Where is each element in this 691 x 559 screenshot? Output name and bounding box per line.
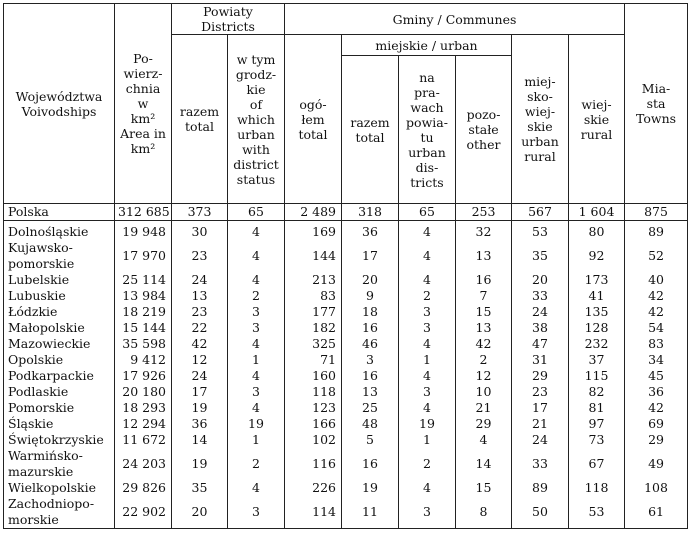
cell-towns: 89 (625, 224, 688, 240)
cell-urban-city: 4 (399, 240, 456, 272)
cell-urban-rural: 24 (512, 304, 569, 320)
cell-rural: 92 (569, 240, 625, 272)
cell-rural: 232 (569, 336, 625, 352)
cell-rural: 1 604 (569, 204, 625, 221)
cell-districts-total: 13 (172, 288, 228, 304)
row-name: Pomorskie (4, 400, 115, 416)
cell-urban-city: 3 (399, 320, 456, 336)
cell-districts-city: 4 (228, 336, 285, 352)
cell-towns: 42 (625, 400, 688, 416)
cell-urban-rural: 29 (512, 368, 569, 384)
cell-communes-total: 160 (285, 368, 342, 384)
cell-urban-total: 19 (342, 480, 399, 496)
cell-districts-city: 2 (228, 288, 285, 304)
cell-urban-total: 25 (342, 400, 399, 416)
cell-urban-rural: 31 (512, 352, 569, 368)
cell-urban-other: 14 (456, 448, 512, 480)
cell-towns: 42 (625, 304, 688, 320)
table-row (4, 272, 688, 288)
cell-districts-city: 3 (228, 320, 285, 336)
cell-districts-city: 4 (228, 240, 285, 272)
cell-rural: 97 (569, 416, 625, 432)
cell-urban-city: 1 (399, 352, 456, 368)
cell-urban-city: 3 (399, 496, 456, 529)
cell-urban-other: 32 (456, 224, 512, 240)
cell-urban-other: 4 (456, 432, 512, 448)
cell-districts-city: 4 (228, 272, 285, 288)
header-urban-total-en: total (355, 129, 385, 145)
cell-districts-total: 24 (172, 272, 228, 288)
cell-urban-city: 65 (399, 204, 456, 221)
cell-rural: 81 (569, 400, 625, 416)
cell-districts-total: 19 (172, 400, 228, 416)
cell-urban-city: 4 (399, 480, 456, 496)
header-districts-city (228, 35, 285, 204)
cell-communes-total: 118 (285, 384, 342, 400)
header-districts-en: Districts (201, 19, 255, 34)
cell-districts-city: 3 (228, 304, 285, 320)
cell-rural: 128 (569, 320, 625, 336)
cell-area: 12 294 (115, 416, 172, 432)
header-rural (569, 35, 625, 204)
cell-urban-rural: 23 (512, 384, 569, 400)
table-row (4, 384, 688, 400)
cell-districts-total: 42 (172, 336, 228, 352)
cell-area: 20 180 (115, 384, 172, 400)
cell-towns: 69 (625, 416, 688, 432)
header-voivodships-en: Voivodships (21, 103, 97, 119)
cell-districts-city: 1 (228, 432, 285, 448)
cell-districts-city: 1 (228, 352, 285, 368)
cell-districts-city: 3 (228, 496, 285, 529)
cell-urban-rural: 50 (512, 496, 569, 529)
cell-districts-city: 19 (228, 416, 285, 432)
cell-urban-rural: 567 (512, 204, 569, 221)
cell-districts-total: 12 (172, 352, 228, 368)
header-urban-label: miejskie / urban (375, 37, 478, 53)
cell-districts-total: 24 (172, 368, 228, 384)
cell-rural: 41 (569, 288, 625, 304)
header-districts-total-en: total (184, 119, 215, 134)
row-name: Lubuskie (4, 288, 115, 304)
cell-communes-total: 325 (285, 336, 342, 352)
cell-urban-city: 2 (399, 448, 456, 480)
cell-urban-total: 16 (342, 368, 399, 384)
cell-towns: 875 (625, 204, 688, 221)
cell-communes-total: 102 (285, 432, 342, 448)
cell-towns: 34 (625, 352, 688, 368)
header-districts (172, 4, 285, 35)
cell-towns: 29 (625, 432, 688, 448)
cell-urban-other: 13 (456, 240, 512, 272)
cell-urban-other: 29 (456, 416, 512, 432)
cell-urban-other: 2 (456, 352, 512, 368)
cell-districts-total: 23 (172, 240, 228, 272)
cell-urban-other: 7 (456, 288, 512, 304)
header-districts-city-en: of which urban with district status (233, 96, 279, 187)
cell-communes-total: 144 (285, 240, 342, 272)
cell-urban-city: 2 (399, 288, 456, 304)
cell-urban-other: 42 (456, 336, 512, 352)
cell-urban-rural: 35 (512, 240, 569, 272)
table-row (4, 416, 688, 432)
cell-urban-rural: 38 (512, 320, 569, 336)
cell-districts-total: 20 (172, 496, 228, 529)
cell-towns: 49 (625, 448, 688, 480)
cell-area: 24 203 (115, 448, 172, 480)
header-urban-city-en: urban dis- tricts (408, 144, 446, 190)
cell-urban-other: 21 (456, 400, 512, 416)
cell-communes-total: 169 (285, 224, 342, 240)
cell-communes-total: 114 (285, 496, 342, 529)
header-area-pl: Po- wierz- chnia w km² (123, 51, 163, 126)
row-name: Wielkopolskie (4, 480, 115, 496)
cell-districts-total: 14 (172, 432, 228, 448)
cell-urban-city: 1 (399, 432, 456, 448)
cell-districts-city: 4 (228, 400, 285, 416)
cell-area: 13 984 (115, 288, 172, 304)
header-voivodships-pl: Województwa (15, 88, 103, 104)
cell-urban-other: 15 (456, 304, 512, 320)
cell-urban-other: 16 (456, 272, 512, 288)
cell-districts-total: 19 (172, 448, 228, 480)
cell-rural: 135 (569, 304, 625, 320)
cell-urban-other: 12 (456, 368, 512, 384)
cell-towns: 54 (625, 320, 688, 336)
table-row (4, 496, 688, 529)
cell-communes-total: 83 (285, 288, 342, 304)
row-name: Świętokrzyskie (4, 432, 115, 448)
cell-rural: 80 (569, 224, 625, 240)
cell-communes-total: 123 (285, 400, 342, 416)
header-urban-rural (512, 35, 569, 204)
cell-urban-rural: 53 (512, 224, 569, 240)
header-districts-pl: Powiaty (203, 4, 253, 19)
cell-urban-rural: 33 (512, 288, 569, 304)
cell-urban-city: 4 (399, 336, 456, 352)
cell-rural: 82 (569, 384, 625, 400)
header-urban-other-pl: pozo- stałe (466, 107, 501, 137)
header-communes (285, 4, 625, 35)
cell-communes-total: 182 (285, 320, 342, 336)
cell-communes-total: 2 489 (285, 204, 342, 221)
cell-communes-total: 116 (285, 448, 342, 480)
cell-towns: 61 (625, 496, 688, 529)
header-districts-city-pl: w tym grodz- kie (235, 51, 277, 97)
cell-towns: 36 (625, 384, 688, 400)
cell-districts-city: 4 (228, 368, 285, 384)
cell-urban-other: 8 (456, 496, 512, 529)
row-name: Dolnośląskie (4, 224, 115, 240)
header-towns (625, 4, 688, 204)
header-area-en: Area in km² (120, 126, 166, 156)
row-name: Łódzkie (4, 304, 115, 320)
row-name: Zachodniopo-morskie (4, 496, 115, 529)
cell-urban-total: 16 (342, 320, 399, 336)
header-urban-rural-pl: miej- sko- wiej- skie (524, 74, 556, 134)
table-row-total (4, 204, 688, 221)
cell-urban-other: 15 (456, 480, 512, 496)
cell-districts-total: 30 (172, 224, 228, 240)
cell-urban-total: 3 (342, 352, 399, 368)
cell-communes-total: 213 (285, 272, 342, 288)
header-communes-total (285, 35, 342, 204)
row-name: Opolskie (4, 352, 115, 368)
header-urban-other-en: other (466, 137, 501, 152)
cell-urban-total: 318 (342, 204, 399, 221)
cell-area: 312 685 (115, 204, 172, 221)
table-body (4, 204, 688, 529)
cell-rural: 37 (569, 352, 625, 368)
cell-urban-rural: 33 (512, 448, 569, 480)
cell-districts-total: 17 (172, 384, 228, 400)
cell-urban-other: 13 (456, 320, 512, 336)
header-districts-total (172, 35, 228, 204)
cell-districts-total: 373 (172, 204, 228, 221)
cell-communes-total: 166 (285, 416, 342, 432)
cell-rural: 115 (569, 368, 625, 384)
header-rural-pl: wiej- skie (581, 96, 612, 127)
cell-rural: 118 (569, 480, 625, 496)
cell-urban-city: 4 (399, 368, 456, 384)
header-urban-city-pl: na pra- wach powia- tu (406, 69, 448, 145)
cell-urban-city: 4 (399, 224, 456, 240)
cell-area: 18 219 (115, 304, 172, 320)
cell-area: 18 293 (115, 400, 172, 416)
table-row (4, 288, 688, 304)
cell-towns: 52 (625, 240, 688, 272)
table-row (4, 320, 688, 336)
header-towns-en: Towns (635, 111, 677, 126)
row-name: Kujawsko-pomorskie (4, 240, 115, 272)
row-name: Małopolskie (4, 320, 115, 336)
cell-urban-total: 13 (342, 384, 399, 400)
cell-districts-city: 65 (228, 204, 285, 221)
header-towns-pl: Mia- sta (641, 81, 671, 111)
table-row (4, 448, 688, 480)
table-row (4, 400, 688, 416)
cell-districts-total: 36 (172, 416, 228, 432)
cell-rural: 173 (569, 272, 625, 288)
cell-area: 15 144 (115, 320, 172, 336)
cell-rural: 53 (569, 496, 625, 529)
header-voivodships (4, 4, 115, 204)
cell-urban-rural: 89 (512, 480, 569, 496)
cell-urban-city: 4 (399, 400, 456, 416)
header-urban-total (342, 56, 399, 204)
cell-districts-city: 3 (228, 384, 285, 400)
statistical-table-container (3, 3, 688, 529)
cell-urban-total: 36 (342, 224, 399, 240)
cell-districts-total: 35 (172, 480, 228, 496)
cell-urban-city: 4 (399, 272, 456, 288)
cell-area: 35 598 (115, 336, 172, 352)
cell-urban-rural: 17 (512, 400, 569, 416)
row-name: Lubelskie (4, 272, 115, 288)
cell-urban-city: 19 (399, 416, 456, 432)
row-name: Warmińsko-mazurskie (4, 448, 115, 480)
header-urban-total-pl: razem (350, 114, 390, 130)
cell-urban-rural: 21 (512, 416, 569, 432)
header-urban-other (456, 56, 512, 204)
table-row (4, 352, 688, 368)
table-row (4, 304, 688, 320)
table-row (4, 336, 688, 352)
cell-urban-city: 3 (399, 384, 456, 400)
header-communes-total-en: total (298, 126, 328, 142)
cell-districts-total: 22 (172, 320, 228, 336)
table-row (4, 368, 688, 384)
table-row (4, 240, 688, 272)
row-name: Podkarpackie (4, 368, 115, 384)
table-row (4, 432, 688, 448)
header-districts-total-pl: razem (179, 104, 220, 119)
header-urban (342, 35, 512, 56)
cell-rural: 67 (569, 448, 625, 480)
cell-area: 17 926 (115, 368, 172, 384)
cell-urban-total: 16 (342, 448, 399, 480)
table-header (4, 4, 688, 204)
header-rural-en: rural (580, 126, 613, 142)
cell-communes-total: 226 (285, 480, 342, 496)
header-communes-total-pl: ogó- łem (299, 96, 327, 127)
cell-area: 19 948 (115, 224, 172, 240)
cell-area: 9 412 (115, 352, 172, 368)
cell-urban-total: 5 (342, 432, 399, 448)
cell-districts-city: 2 (228, 448, 285, 480)
cell-towns: 42 (625, 288, 688, 304)
header-area (115, 4, 172, 204)
cell-urban-other: 253 (456, 204, 512, 221)
cell-area: 11 672 (115, 432, 172, 448)
cell-communes-total: 177 (285, 304, 342, 320)
cell-urban-rural: 47 (512, 336, 569, 352)
cell-urban-total: 18 (342, 304, 399, 320)
row-name: Polska (4, 204, 115, 221)
cell-districts-total: 23 (172, 304, 228, 320)
cell-urban-total: 46 (342, 336, 399, 352)
cell-districts-city: 4 (228, 224, 285, 240)
row-name: Śląskie (4, 416, 115, 432)
cell-urban-total: 9 (342, 288, 399, 304)
cell-urban-total: 17 (342, 240, 399, 272)
header-urban-rural-en: urban rural (521, 134, 559, 164)
cell-urban-total: 48 (342, 416, 399, 432)
cell-urban-total: 11 (342, 496, 399, 529)
administrative-division-table (3, 3, 688, 529)
table-row (4, 224, 688, 240)
cell-urban-other: 10 (456, 384, 512, 400)
cell-urban-city: 3 (399, 304, 456, 320)
cell-area: 17 970 (115, 240, 172, 272)
cell-communes-total: 71 (285, 352, 342, 368)
cell-rural: 73 (569, 432, 625, 448)
row-name: Podlaskie (4, 384, 115, 400)
row-name: Mazowieckie (4, 336, 115, 352)
cell-districts-city: 4 (228, 480, 285, 496)
header-communes-label: Gminy / Communes (392, 11, 517, 27)
cell-towns: 83 (625, 336, 688, 352)
header-urban-city (399, 56, 456, 204)
table-row (4, 480, 688, 496)
cell-towns: 40 (625, 272, 688, 288)
cell-urban-rural: 24 (512, 432, 569, 448)
cell-area: 25 114 (115, 272, 172, 288)
cell-urban-rural: 20 (512, 272, 569, 288)
cell-towns: 45 (625, 368, 688, 384)
cell-towns: 108 (625, 480, 688, 496)
cell-area: 22 902 (115, 496, 172, 529)
cell-urban-total: 20 (342, 272, 399, 288)
cell-area: 29 826 (115, 480, 172, 496)
